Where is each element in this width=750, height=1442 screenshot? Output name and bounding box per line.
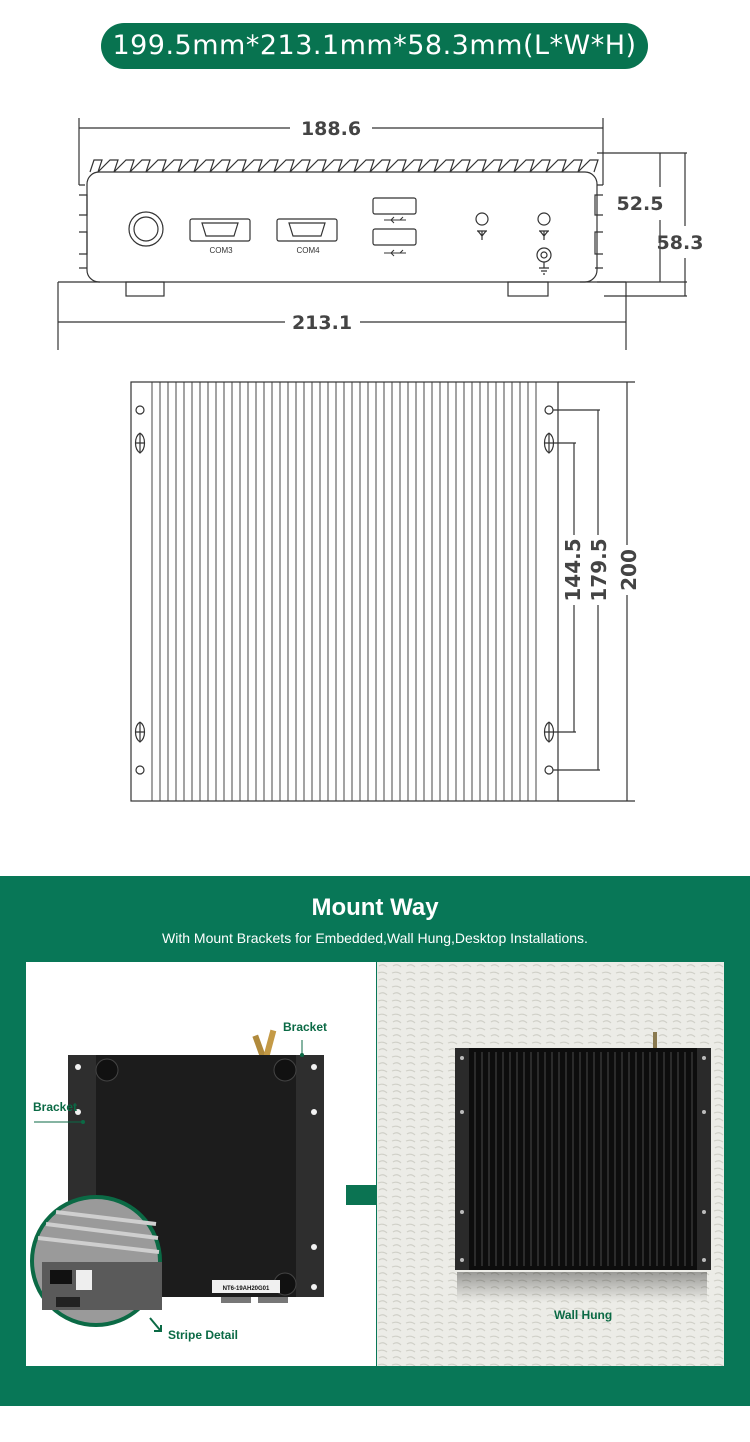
mount-subtitle: With Mount Brackets for Embedded,Wall Hung,Desktop Installations. xyxy=(162,930,588,946)
wall-hung-label: Wall Hung xyxy=(554,1308,613,1322)
bracket-left-label: Bracket xyxy=(33,1100,78,1114)
dim-top-width: 188.6 xyxy=(300,118,362,140)
stripe-detail-label: Stripe Detail xyxy=(168,1328,239,1342)
dim-middle-spacing: 179.5 xyxy=(587,538,611,602)
com3-label: COM3 xyxy=(209,246,233,255)
dim-total-height: 58.3 xyxy=(656,232,704,254)
mount-title: Mount Way xyxy=(311,894,439,921)
technical-drawing xyxy=(0,80,750,810)
bracket-photo-panel xyxy=(26,962,376,1366)
wall-hung-device-illustration xyxy=(377,962,724,1366)
dim-outer-length: 200 xyxy=(617,549,641,591)
front-view xyxy=(58,118,687,350)
dim-inner-spacing: 144.5 xyxy=(561,538,585,602)
device-label: NT6-19AH20G01 xyxy=(222,1286,270,1292)
mount-section xyxy=(0,876,750,1406)
wall-photo-panel xyxy=(377,962,724,1366)
dim-body-height: 52.5 xyxy=(616,193,664,215)
top-view xyxy=(131,382,635,801)
com4-label: COM4 xyxy=(296,246,320,255)
dim-bottom-width: 213.1 xyxy=(291,312,353,334)
bracket-top-label: Bracket xyxy=(283,1020,328,1034)
dimensions-banner: 199.5mm*213.1mm*58.3mm(L*W*H) xyxy=(101,23,648,69)
